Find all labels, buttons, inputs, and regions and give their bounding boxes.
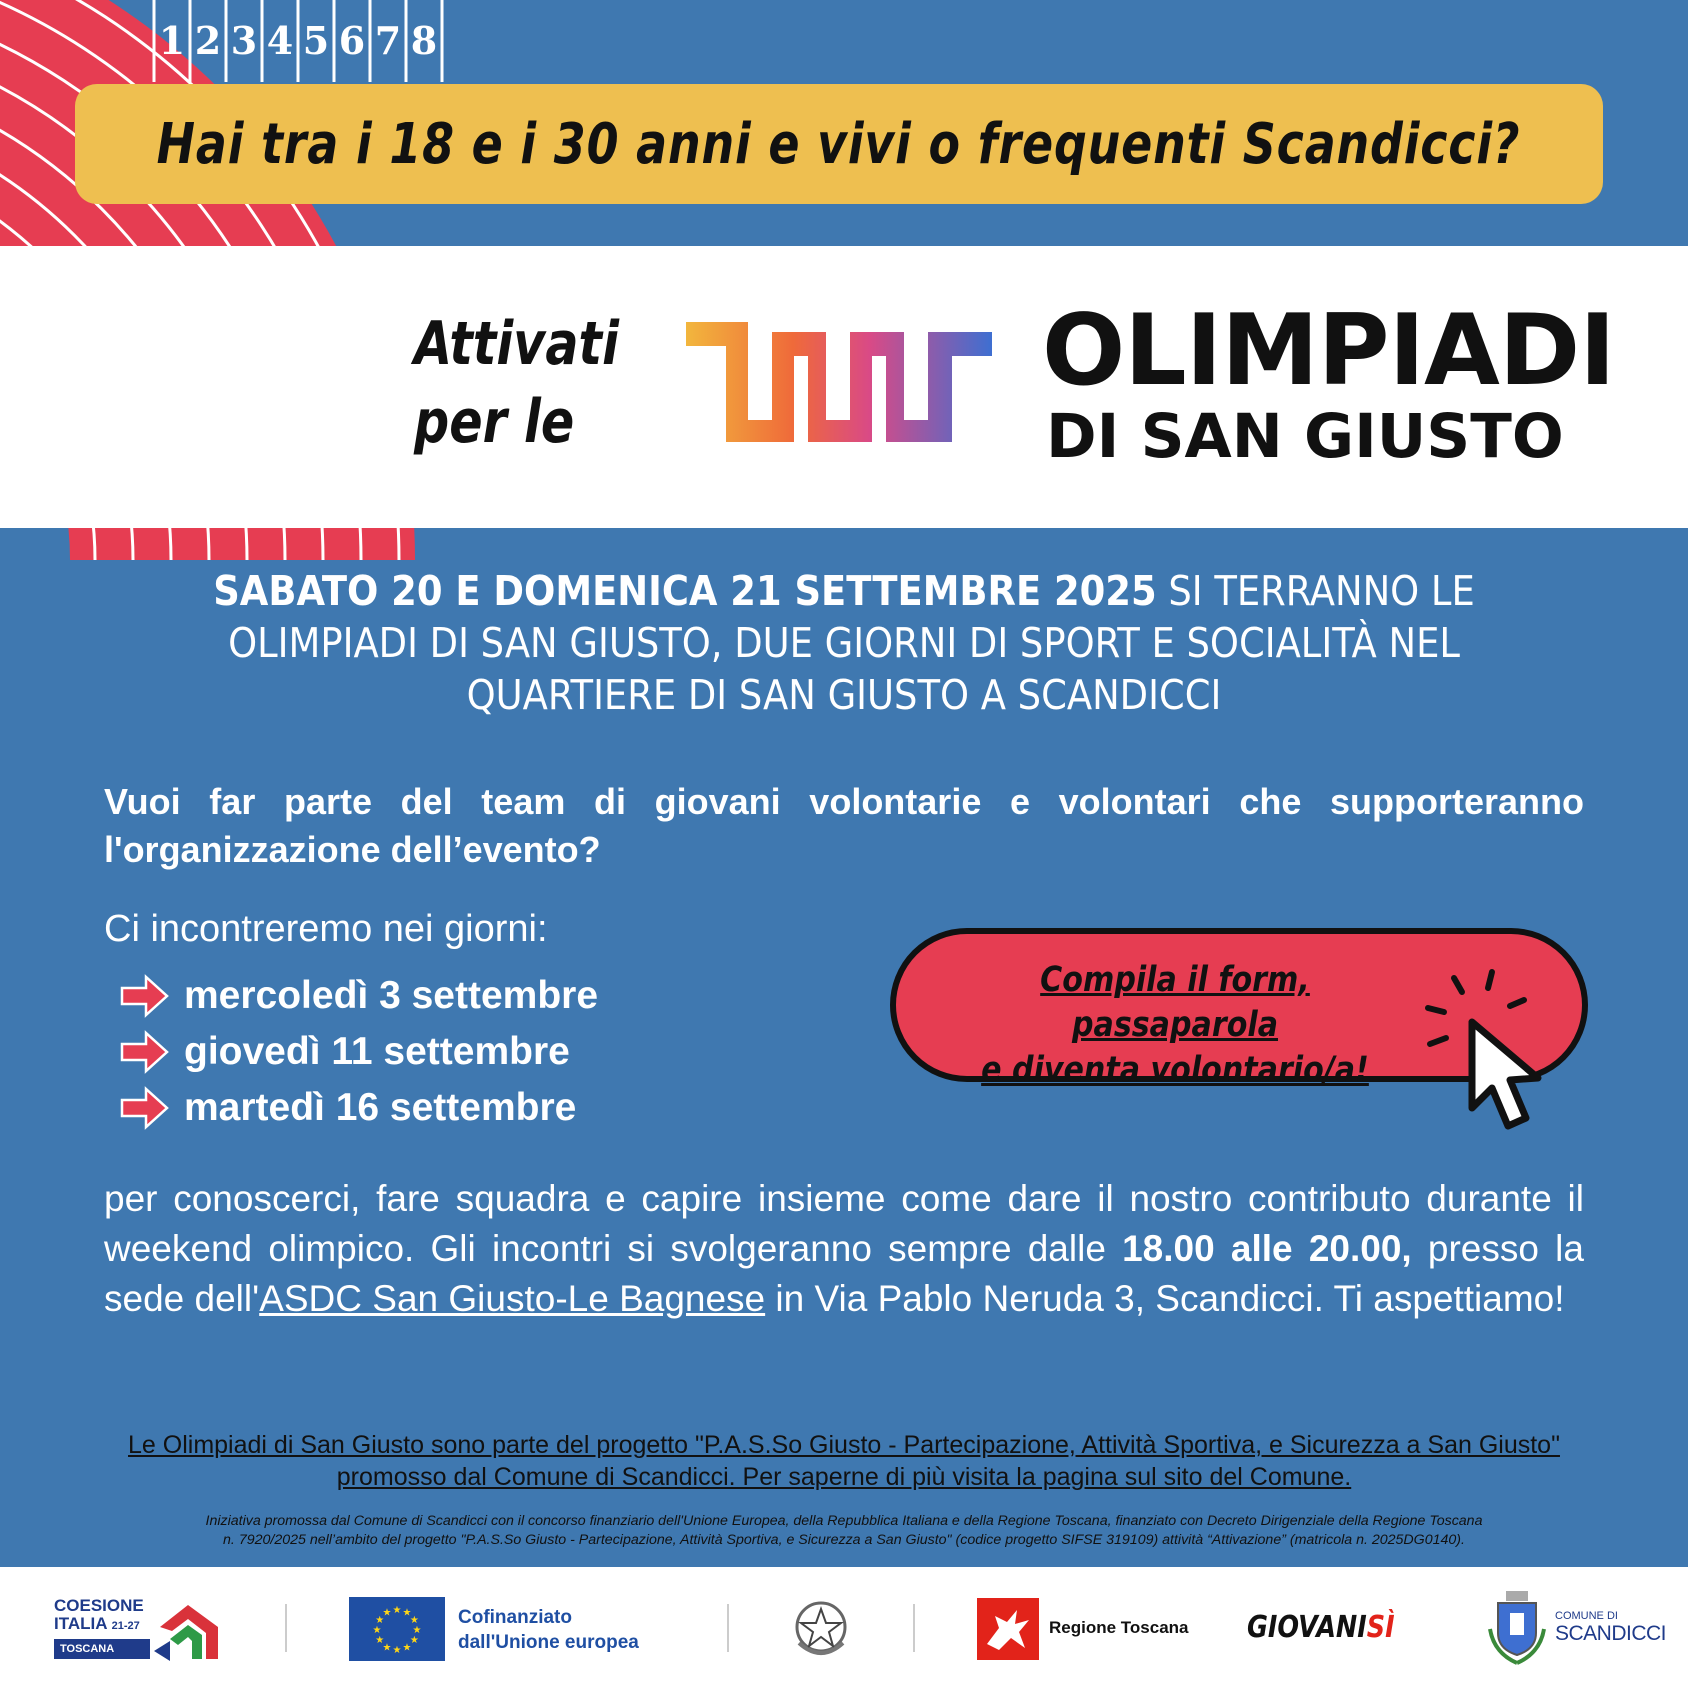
meeting-details — [104, 1174, 1584, 1324]
eu-star-icon: ★ — [382, 1607, 392, 1619]
si-text: SÌ — [1366, 1610, 1395, 1645]
details-text: in Via Pablo Neruda 3, Scandicci. Ti aspettiamo! — [765, 1278, 1565, 1319]
funding-disclaimer — [104, 1512, 1584, 1550]
attivati-heading — [414, 305, 619, 461]
meeting-date-item — [120, 1028, 570, 1076]
eu-star-icon: ★ — [402, 1607, 412, 1619]
eu-cofinanced-label — [458, 1605, 639, 1655]
lane-number: 1 — [158, 18, 186, 63]
cta-line1: Compila il form, passaparola — [1040, 960, 1310, 1045]
meetings-intro: Ci incontreremo nei giorni: — [104, 908, 548, 950]
coesione-line2: ITALIA — [54, 1614, 107, 1633]
cta-line2: e diventa volontario/a! — [981, 1050, 1369, 1090]
click-cursor-icon — [1420, 966, 1570, 1136]
eu-star-icon: ★ — [412, 1625, 422, 1636]
coesione-years: 21-27 — [111, 1620, 140, 1632]
volunteer-question: Vuoi far parte del team di giovani volontarie e volontari che supporteranno l'organizzazione dell’evento? — [104, 781, 1584, 870]
olimpiadi-logo-icon — [686, 322, 992, 442]
arrow-right-icon — [120, 1030, 170, 1074]
disclaimer-line1: Iniziativa promossa dal Comune di Scandicci con il concorso finanziario dell'Unione Europea, della Repubblica Italiana e della Regione Toscana, finanziato con Decreto Dirigenziale della Regione Toscana — [205, 1513, 1483, 1529]
question-banner — [75, 84, 1603, 204]
eu-star-icon: ★ — [402, 1642, 412, 1654]
attivati-line1: Attivati — [414, 309, 619, 379]
project-line2: promosso dal Comune di Scandicci. Per saperne di più visita la pagina sul sito del Comune. — [336, 1463, 1352, 1491]
meeting-date-item — [120, 1084, 576, 1132]
eu-star-icon: ★ — [375, 1615, 385, 1626]
eu-star-icon: ★ — [372, 1625, 382, 1636]
lane-number: 6 — [338, 18, 366, 63]
eu-star-icon: ★ — [392, 1605, 402, 1616]
question-text: Hai tra i 18 e i 30 anni e vivi o frequenti Scandicci? — [157, 111, 1521, 177]
comune-scandicci-logo — [1555, 1610, 1666, 1645]
meeting-date: mercoledì 3 settembre — [184, 974, 599, 1017]
eu-star-icon: ★ — [375, 1635, 385, 1646]
eu-line1: Cofinanziato — [458, 1607, 572, 1628]
meeting-date: giovedì 11 settembre — [184, 1030, 570, 1073]
attivati-line2: per le — [414, 387, 575, 457]
footer-separator — [913, 1604, 915, 1652]
lane-number: 8 — [410, 18, 438, 63]
details-text: presso la sede dell' — [104, 1228, 1584, 1319]
footer-separator — [285, 1604, 287, 1652]
event-dates: SABATO 20 E DOMENICA 21 SETTEMBRE 2025 — [213, 567, 1157, 615]
regione-toscana-pegasus-icon — [977, 1598, 1039, 1660]
italian-republic-emblem-icon — [791, 1597, 851, 1663]
arrow-right-icon — [120, 1086, 170, 1130]
giovani-text: GIOVANI — [1247, 1610, 1367, 1645]
asdc-link[interactable]: ASDC San Giusto-Le Bagnese — [259, 1278, 766, 1319]
project-line1: Le Olimpiadi di San Giusto sono parte del progetto "P.A.S.So Giusto - Partecipazione, Attività Sportiva, e Sicurezza a San Giusto" — [128, 1431, 1560, 1459]
event-description: SI TERRANNO LE OLIMPIADI DI SAN GIUSTO, DUE GIORNI DI SPORT E SOCIALITÀ NEL QUARTIERE DI SAN GIUSTO A SCANDICCI — [228, 567, 1475, 719]
eu-line2: dall'Unione europea — [458, 1632, 639, 1653]
lane-number: 7 — [374, 18, 402, 63]
scandicci-coat-of-arms-icon — [1484, 1589, 1550, 1667]
eu-star-icon: ★ — [409, 1635, 419, 1646]
coesione-line1: COESIONE — [54, 1596, 144, 1615]
eu-star-icon: ★ — [392, 1645, 402, 1656]
eu-star-icon: ★ — [382, 1642, 392, 1654]
comune-big-text: SCANDICCI — [1555, 1622, 1667, 1645]
coesione-arrow-icon — [154, 1601, 224, 1663]
eu-flag-icon — [349, 1597, 445, 1661]
meeting-time: 18.00 alle 20.00, — [1122, 1228, 1412, 1269]
lane-number: 3 — [230, 18, 258, 63]
lane-number: 4 — [266, 18, 294, 63]
disclaimer-line2: n. 7920/2025 nell’ambito del progetto "P.A.S.So Giusto - Partecipazione, Attività Sportiva, e Sicurezza a San Giusto" (codice progetto SIFSE 319109) attività “Attivazione” (matricola n. 2025DG0140). — [223, 1532, 1465, 1548]
regione-toscana-label: Regione Toscana — [1049, 1618, 1189, 1637]
meeting-date: martedì 16 settembre — [184, 1086, 577, 1129]
lane-number: 5 — [302, 18, 330, 63]
footer-separator — [727, 1604, 729, 1652]
project-info-link[interactable] — [104, 1429, 1584, 1493]
coesione-italia-logo — [54, 1597, 224, 1663]
volunteer-form-link[interactable] — [951, 958, 1398, 1093]
san-giusto-logo-text: DI SAN GIUSTO — [1046, 401, 1564, 472]
eu-star-icon: ★ — [409, 1615, 419, 1626]
meeting-date-item — [120, 972, 598, 1020]
olimpiadi-logo-text: OLIMPIADI — [1042, 294, 1615, 408]
details-text: per conoscerci, fare squadra e capire insieme come dare il nostro contributo durante il weekend olimpico. Gli incontri si svolgeranno sempre dalle — [104, 1178, 1584, 1269]
arrow-right-icon — [120, 974, 170, 1018]
event-intro — [150, 565, 1538, 721]
comune-small-text: COMUNE DI — [1555, 1610, 1618, 1622]
giovanisi-logo — [1247, 1610, 1395, 1645]
coesione-region: TOSCANA — [54, 1639, 150, 1659]
lane-number: 2 — [194, 18, 222, 63]
